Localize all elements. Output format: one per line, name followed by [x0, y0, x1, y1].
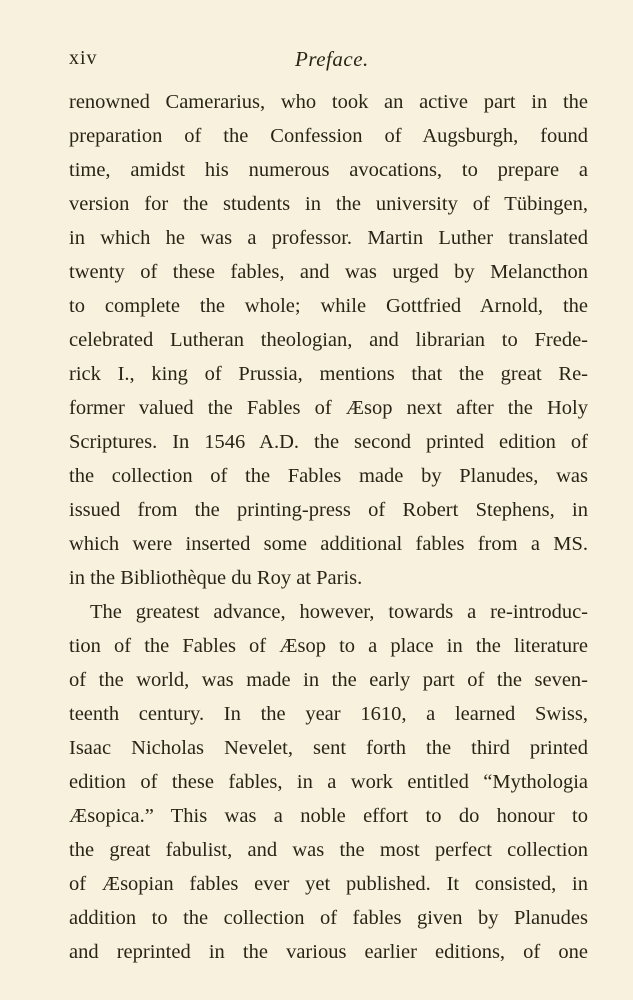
page-number: xiv	[69, 47, 98, 69]
text-line: former valued the Fables of Æsop next after the Holy	[69, 397, 588, 419]
text-line: Isaac Nicholas Nevelet, sent forth the third printed	[69, 737, 588, 759]
body-text	[69, 85, 588, 969]
text-line: Scriptures. In 1546 A.D. the second printed edition of	[69, 431, 588, 453]
text-line: in which he was a professor. Martin Luther translated	[69, 227, 588, 249]
text-line: the great fabulist, and was the most perfect collection	[69, 839, 588, 861]
paragraph	[69, 85, 588, 595]
text-line: twenty of these fables, and was urged by Melancthon	[69, 261, 588, 283]
text-line: time, amidst his numerous avocations, to prepare a	[69, 159, 588, 181]
text-line: renowned Camerarius, who took an active part in the	[69, 91, 588, 113]
text-line: rick I., king of Prussia, mentions that the great Re-	[69, 363, 588, 385]
text-line: preparation of the Confession of Augsburgh, found	[69, 125, 588, 147]
text-line: addition to the collection of fables given by Planudes	[69, 907, 588, 929]
text-line: tion of the Fables of Æsop to a place in the literature	[69, 635, 588, 657]
text-line: the collection of the Fables made by Planudes, was	[69, 465, 588, 487]
paragraph	[69, 595, 588, 969]
text-line: in the Bibliothèque du Roy at Paris.	[69, 567, 363, 589]
text-line: edition of these fables, in a work entitled “Mythologia	[69, 771, 588, 793]
text-line: version for the students in the university of Tübingen,	[69, 193, 588, 215]
text-line: which were inserted some additional fables from a MS.	[69, 533, 588, 555]
text-line: The greatest advance, however, towards a re-introduc-	[90, 601, 588, 623]
page-header	[69, 47, 589, 77]
text-line: celebrated Lutheran theologian, and librarian to Frede-	[69, 329, 588, 351]
text-line: issued from the printing-press of Robert Stephens, in	[69, 499, 588, 521]
text-line: teenth century. In the year 1610, a learned Swiss,	[69, 703, 588, 725]
running-title: Preface.	[295, 47, 369, 71]
text-line: and reprinted in the various earlier editions, of one	[69, 941, 588, 963]
text-line: of Æsopian fables ever yet published. It consisted, in	[69, 873, 588, 895]
text-line: of the world, was made in the early part of the seven-	[69, 669, 588, 691]
text-line: to complete the whole; while Gottfried Arnold, the	[69, 295, 588, 317]
text-line: Æsopica.” This was a noble effort to do honour to	[69, 805, 588, 827]
